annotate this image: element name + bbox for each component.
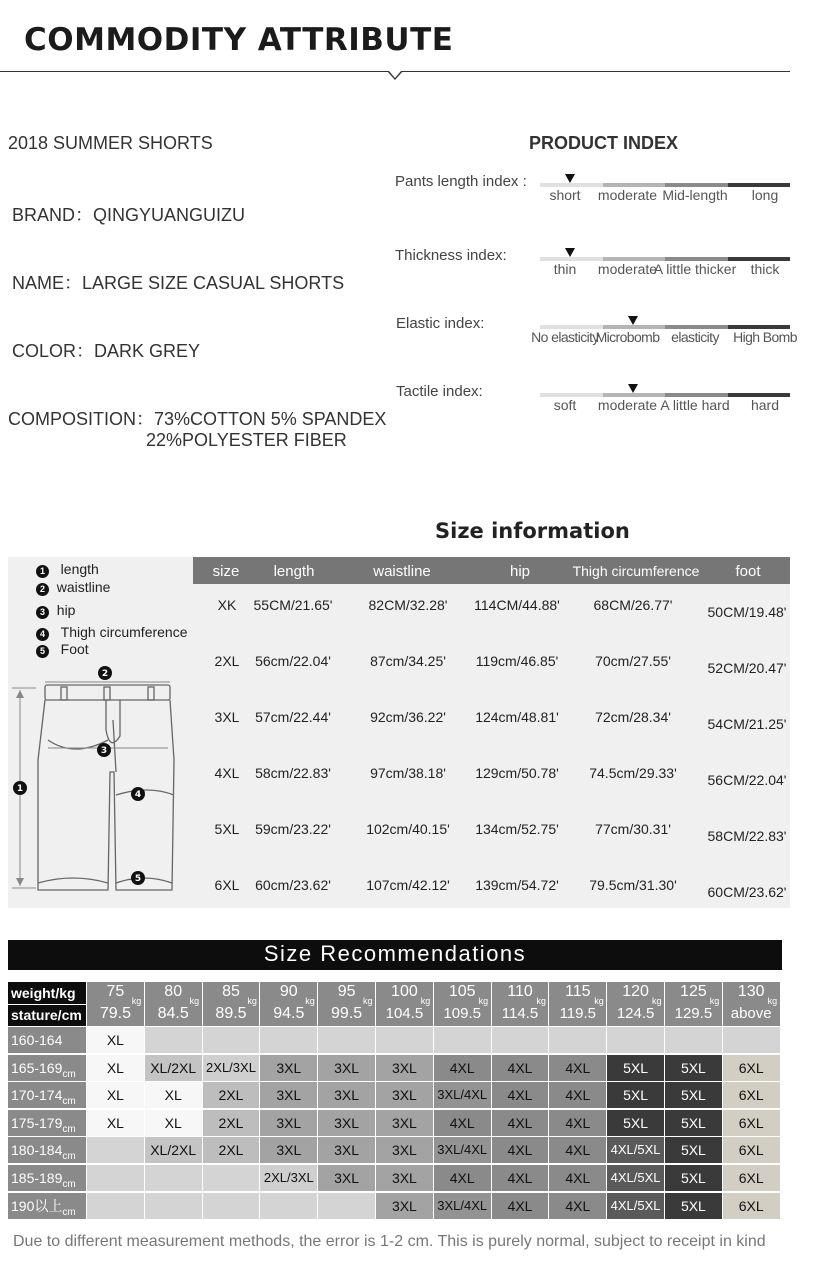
- weight-min: 90: [279, 983, 298, 1000]
- index-tick: No elasticity: [531, 329, 599, 345]
- kg-unit: kg: [305, 996, 315, 1006]
- kg-unit: kg: [478, 996, 489, 1006]
- stature-value: 165-169: [11, 1059, 63, 1076]
- size-col-header: Thigh circumference: [572, 563, 700, 579]
- size-value: 119cm/46.85': [475, 653, 559, 669]
- size-recommendation-cell: 4XL: [492, 1110, 549, 1136]
- weight-max: 109.5: [443, 1005, 481, 1022]
- size-value: 56CM/22.04': [707, 772, 787, 788]
- kg-unit: kg: [594, 996, 604, 1006]
- weight-max: 119.5: [559, 1005, 596, 1022]
- size-label: 2XL: [214, 653, 240, 669]
- stature-label: [8, 1055, 86, 1081]
- index-tick: thick: [750, 261, 780, 277]
- size-recommendation-cell: 5XL: [665, 1165, 722, 1191]
- size-value: 57cm/22.44': [255, 709, 331, 725]
- size-recommendation-cell: [665, 1027, 722, 1053]
- index-tick: long: [751, 187, 779, 203]
- index-tick: short: [549, 187, 581, 203]
- stature-value: 175-179: [11, 1114, 63, 1131]
- weight-min: 75: [106, 983, 125, 1000]
- size-recommendation-cell: 6XL: [723, 1110, 780, 1136]
- size-recommendation-cell: XL: [145, 1110, 202, 1136]
- legend-item: 5 Foot: [36, 641, 89, 658]
- size-recommendation-cell: [87, 1165, 144, 1191]
- kg-unit: kg: [363, 996, 373, 1006]
- size-value: 55CM/21.65': [253, 597, 333, 613]
- size-value: 70cm/27.55': [595, 653, 671, 669]
- weight-min: 80: [164, 983, 183, 1000]
- stature-value: 160-164: [11, 1032, 63, 1048]
- size-recommendation-cell: 4XL: [549, 1110, 606, 1136]
- index-tick: moderate: [597, 397, 658, 413]
- weight-max: 104.5: [385, 1005, 424, 1022]
- weight-max: 114.5: [501, 1005, 539, 1022]
- index-tick: Mid-length: [662, 187, 728, 203]
- size-value: 59cm/23.22': [255, 821, 331, 837]
- size-recommendation-cell: 3XL: [260, 1055, 317, 1081]
- number-3-icon: 3: [36, 606, 49, 619]
- size-recommendation-cell: 4XL: [492, 1165, 549, 1191]
- size-value: 72cm/28.34': [595, 709, 671, 725]
- size-recommendation-cell: 3XL: [260, 1082, 317, 1108]
- brand-text: BRAND：QINGYUANGUIZU: [12, 205, 246, 225]
- size-recommendation-cell: 3XL/4XL: [434, 1193, 491, 1219]
- size-recommendation-cell: 5XL: [665, 1055, 722, 1081]
- size-recommendation-cell: XL: [87, 1082, 144, 1108]
- stature-label: [8, 1082, 86, 1108]
- index-tick: moderate: [597, 261, 658, 277]
- size-recommendation-cell: 6XL: [723, 1165, 780, 1191]
- weight-min: 100: [391, 983, 418, 1000]
- size-recommendation-cell: 3XL: [260, 1110, 317, 1136]
- size-recommendation-cell: 4XL: [549, 1137, 606, 1163]
- size-recommendation-cell: 4XL: [549, 1055, 606, 1081]
- size-recommendation-cell: [607, 1027, 664, 1053]
- size-value: 124cm/48.81': [475, 709, 559, 725]
- weight-label: weight/kg: [8, 982, 86, 1004]
- size-value: 87cm/34.25': [370, 653, 446, 669]
- size-value: 77cm/30.31': [595, 821, 671, 837]
- stature-value: 185-189: [11, 1170, 63, 1186]
- size-recommendation-cell: 3XL: [376, 1055, 433, 1081]
- size-col-header: size: [212, 563, 240, 580]
- size-col-header: foot: [735, 563, 761, 580]
- legend-item: 3 hip: [36, 602, 75, 619]
- cm-unit: cm: [62, 1178, 76, 1190]
- stature-value: 190以上: [11, 1197, 63, 1214]
- footer-note: Due to different measurement methods, the error is 1-2 cm. This is purely normal, subject to receipt in kind: [13, 1233, 766, 1250]
- index-marker-icon: [565, 248, 575, 257]
- size-recommendation-cell: [203, 1027, 260, 1053]
- size-recommendation-cell: 2XL/3XL: [260, 1165, 317, 1191]
- size-recommendation-cell: 5XL: [607, 1082, 664, 1108]
- cm-unit: cm: [62, 1095, 76, 1107]
- size-recommendation-cell: [376, 1027, 433, 1053]
- number-2-icon: 2: [36, 583, 49, 596]
- cm-unit: cm: [62, 1206, 76, 1218]
- weight-min: 115: [565, 983, 591, 1000]
- number-5-icon: 5: [36, 645, 49, 658]
- stature-label: stature/cm: [8, 1005, 86, 1026]
- weight-max: 79.5: [99, 1005, 131, 1022]
- legend-item: 2 waistline: [36, 579, 110, 596]
- size-recommendation-cell: 2XL: [203, 1082, 260, 1108]
- size-recommendation-cell: 4XL/5XL: [607, 1193, 664, 1219]
- size-col-header: length: [273, 563, 315, 580]
- size-recommendation-cell: 5XL: [665, 1082, 722, 1108]
- stature-value: 170-174: [11, 1087, 63, 1104]
- stature-label: [8, 1193, 86, 1219]
- size-recommendation-cell: [203, 1193, 260, 1219]
- weight-min: 105: [448, 983, 476, 1000]
- size-value: 52CM/20.47': [707, 660, 787, 676]
- size-value: 134cm/52.75': [475, 821, 559, 837]
- index-tick: A little hard: [660, 397, 730, 413]
- kg-unit: kg: [709, 996, 720, 1006]
- size-recommendation-cell: [203, 1165, 260, 1191]
- size-recommendation-cell: 3XL: [376, 1137, 433, 1163]
- recommendations-title: Size Recommendations: [263, 941, 527, 966]
- index-tick: Microbomb: [595, 329, 660, 345]
- divider-notch-inner: [389, 71, 401, 78]
- size-recommendation-cell: 3XL: [376, 1165, 433, 1191]
- cm-unit: cm: [62, 1068, 76, 1080]
- composition-text: COMPOSITION：73%COTTON 5% SPANDEX: [8, 409, 387, 429]
- size-recommendation-cell: 2XL/3XL: [203, 1055, 260, 1081]
- size-label: 4XL: [214, 765, 240, 781]
- size-value: 56cm/22.04': [255, 653, 331, 669]
- diagram-mark: 4: [134, 790, 142, 800]
- size-recommendation-cell: [492, 1027, 549, 1053]
- size-value: 97cm/38.18': [370, 765, 446, 781]
- size-recommendation-cell: 4XL: [492, 1082, 549, 1108]
- size-recommendation-cell: 4XL: [492, 1193, 549, 1219]
- size-recommendation-cell: 4XL: [549, 1165, 606, 1191]
- size-recommendation-cell: 3XL: [318, 1055, 375, 1081]
- legend-item: 1 length: [36, 561, 99, 578]
- index-marker-icon: [628, 384, 638, 393]
- size-recommendation-cell: [549, 1027, 606, 1053]
- size-recommendation-cell: XL: [87, 1110, 144, 1136]
- size-value: 58cm/22.83': [255, 765, 331, 781]
- size-value: 79.5cm/31.30': [589, 877, 677, 893]
- index-label: Thickness index:: [395, 247, 507, 264]
- size-col-header: hip: [509, 563, 531, 580]
- size-label: 6XL: [214, 877, 240, 893]
- size-recommendation-cell: 4XL/5XL: [607, 1137, 664, 1163]
- size-value: 68CM/26.77': [593, 597, 673, 613]
- weight-min: 130: [737, 983, 765, 1000]
- size-recommendation-cell: 3XL: [318, 1137, 375, 1163]
- size-recommendation-cell: [260, 1193, 317, 1219]
- size-info-title: Size information: [435, 519, 630, 543]
- diagram-mark: 5: [134, 874, 142, 884]
- size-recommendation-cell: 6XL: [723, 1193, 780, 1219]
- index-tick: hard: [750, 397, 780, 413]
- index-tick: High Bomb: [733, 329, 797, 345]
- size-recommendation-cell: XL/2XL: [145, 1137, 202, 1163]
- size-recommendation-cell: 3XL/4XL: [434, 1082, 491, 1108]
- size-recommendation-cell: XL: [145, 1082, 202, 1108]
- index-tick: thin: [553, 261, 577, 277]
- kg-unit: kg: [420, 996, 431, 1006]
- weight-min: 110: [507, 983, 533, 1000]
- stature-label: [8, 1110, 86, 1136]
- index-marker-icon: [565, 174, 575, 183]
- size-recommendation-cell: 4XL: [492, 1055, 549, 1081]
- index-label: Pants length index :: [395, 173, 527, 190]
- kg-unit: kg: [652, 996, 662, 1006]
- diagram-mark: 3: [100, 746, 108, 756]
- size-recommendation-cell: [145, 1027, 202, 1053]
- color-text: COLOR：DARK GREY: [12, 341, 201, 361]
- index-tick: elasticity: [671, 329, 719, 345]
- size-label: XK: [217, 597, 237, 613]
- kg-unit: kg: [189, 996, 200, 1006]
- size-recommendation-cell: XL: [87, 1055, 144, 1081]
- kg-unit: kg: [536, 996, 546, 1006]
- size-recommendation-cell: XL: [87, 1027, 144, 1053]
- number-1-icon: 1: [36, 565, 49, 578]
- size-recommendation-cell: 5XL: [607, 1055, 664, 1081]
- size-recommendation-cell: [318, 1193, 375, 1219]
- size-recommendation-cell: 3XL: [376, 1193, 433, 1219]
- size-recommendation-cell: [260, 1027, 317, 1053]
- weight-max: 89.5: [215, 1005, 247, 1022]
- size-recommendation-cell: 2XL: [203, 1137, 260, 1163]
- size-recommendation-cell: 4XL: [434, 1110, 491, 1136]
- weight-min: 125: [680, 983, 707, 1000]
- size-value: 92cm/36.22': [370, 709, 446, 725]
- legend-item: 4 Thigh circumference: [36, 624, 188, 641]
- stature-label: [8, 1165, 86, 1191]
- size-recommendation-cell: [145, 1193, 202, 1219]
- size-recommendation-cell: 5XL: [665, 1193, 722, 1219]
- size-col-header: waistline: [373, 563, 431, 580]
- size-recommendation-cell: 5XL: [607, 1110, 664, 1136]
- index-label: Elastic index:: [396, 315, 485, 332]
- size-recommendation-cell: 4XL: [549, 1082, 606, 1108]
- size-recommendation-cell: 2XL: [203, 1110, 260, 1136]
- weight-min: 95: [337, 983, 356, 1000]
- size-value: 139cm/54.72': [475, 877, 559, 893]
- size-recommendation-cell: 3XL/4XL: [434, 1137, 491, 1163]
- size-recommendation-cell: [723, 1027, 780, 1053]
- weight-max: 94.5: [273, 1005, 305, 1022]
- size-value: 54CM/21.25': [707, 716, 787, 732]
- size-value: 60CM/23.62': [707, 884, 787, 900]
- stature-label: [8, 1137, 86, 1163]
- size-recommendation-cell: 4XL: [492, 1137, 549, 1163]
- size-recommendation-cell: [434, 1027, 491, 1053]
- size-recommendation-cell: 3XL: [260, 1137, 317, 1163]
- size-recommendation-cell: 4XL/5XL: [607, 1165, 664, 1191]
- size-label: 3XL: [214, 709, 240, 725]
- shorts-diagram-icon: [8, 660, 188, 900]
- size-recommendation-cell: 6XL: [723, 1055, 780, 1081]
- size-recommendation-cell: 5XL: [665, 1110, 722, 1136]
- diagram-mark: 2: [101, 669, 109, 679]
- index-label: Tactile index:: [396, 383, 483, 400]
- size-value: 58CM/22.83': [707, 828, 787, 844]
- product-index-title: PRODUCT INDEX: [529, 133, 679, 153]
- weight-max: 129.5: [674, 1005, 713, 1022]
- number-4-icon: 4: [36, 628, 49, 641]
- weight-min: 120: [622, 983, 649, 1000]
- page-title: COMMODITY ATTRIBUTE: [24, 22, 454, 58]
- stature-label: [8, 1027, 86, 1053]
- stature-value: 180-184: [11, 1142, 63, 1159]
- size-value: 102cm/40.15': [366, 821, 450, 837]
- size-recommendation-cell: 4XL: [434, 1055, 491, 1081]
- size-value: 82CM/32.28': [368, 597, 448, 613]
- cm-unit: cm: [62, 1123, 76, 1135]
- size-recommendation-cell: [318, 1027, 375, 1053]
- kg-unit: kg: [131, 996, 142, 1006]
- size-recommendation-cell: 5XL: [665, 1137, 722, 1163]
- weight-max: 99.5: [331, 1005, 363, 1022]
- weight-max: 124.5: [616, 1005, 655, 1022]
- size-value: 60cm/23.62': [255, 877, 331, 893]
- index-marker-icon: [628, 316, 638, 325]
- composition-text-2: 22%POLYESTER FIBER: [146, 430, 347, 450]
- weight-max: 84.5: [157, 1005, 189, 1022]
- size-recommendation-cell: [145, 1165, 202, 1191]
- kg-unit: kg: [767, 996, 778, 1006]
- size-recommendation-cell: 4XL: [549, 1193, 606, 1219]
- size-label: 5XL: [214, 821, 240, 837]
- size-recommendation-cell: 3XL: [376, 1082, 433, 1108]
- size-recommendation-cell: 6XL: [723, 1137, 780, 1163]
- index-tick: soft: [553, 397, 577, 413]
- size-recommendation-cell: 4XL: [434, 1165, 491, 1191]
- name-text: NAME：LARGE SIZE CASUAL SHORTS: [12, 273, 345, 293]
- size-recommendation-cell: 6XL: [723, 1082, 780, 1108]
- size-recommendation-cell: [87, 1137, 144, 1163]
- weight-max: above: [730, 1005, 772, 1022]
- size-value: 74.5cm/29.33': [589, 765, 677, 781]
- size-value: 129cm/50.78': [475, 765, 559, 781]
- size-recommendation-cell: 3XL: [318, 1165, 375, 1191]
- size-recommendation-cell: 3XL: [318, 1110, 375, 1136]
- weight-min: 85: [222, 983, 240, 1000]
- cm-unit: cm: [62, 1151, 76, 1163]
- size-recommendation-cell: 3XL: [376, 1110, 433, 1136]
- size-value: 50CM/19.48': [707, 604, 787, 620]
- season-text: 2018 SUMMER SHORTS: [8, 133, 213, 153]
- size-value: 114CM/44.88': [474, 597, 560, 613]
- kg-unit: kg: [247, 996, 257, 1006]
- diagram-mark: 1: [16, 784, 24, 794]
- size-recommendation-cell: [87, 1193, 144, 1219]
- size-value: 107cm/42.12': [366, 877, 450, 893]
- index-tick: A little thicker: [653, 261, 737, 277]
- size-recommendation-cell: 3XL: [318, 1082, 375, 1108]
- size-recommendation-cell: XL/2XL: [145, 1055, 202, 1081]
- index-tick: moderate: [597, 187, 658, 203]
